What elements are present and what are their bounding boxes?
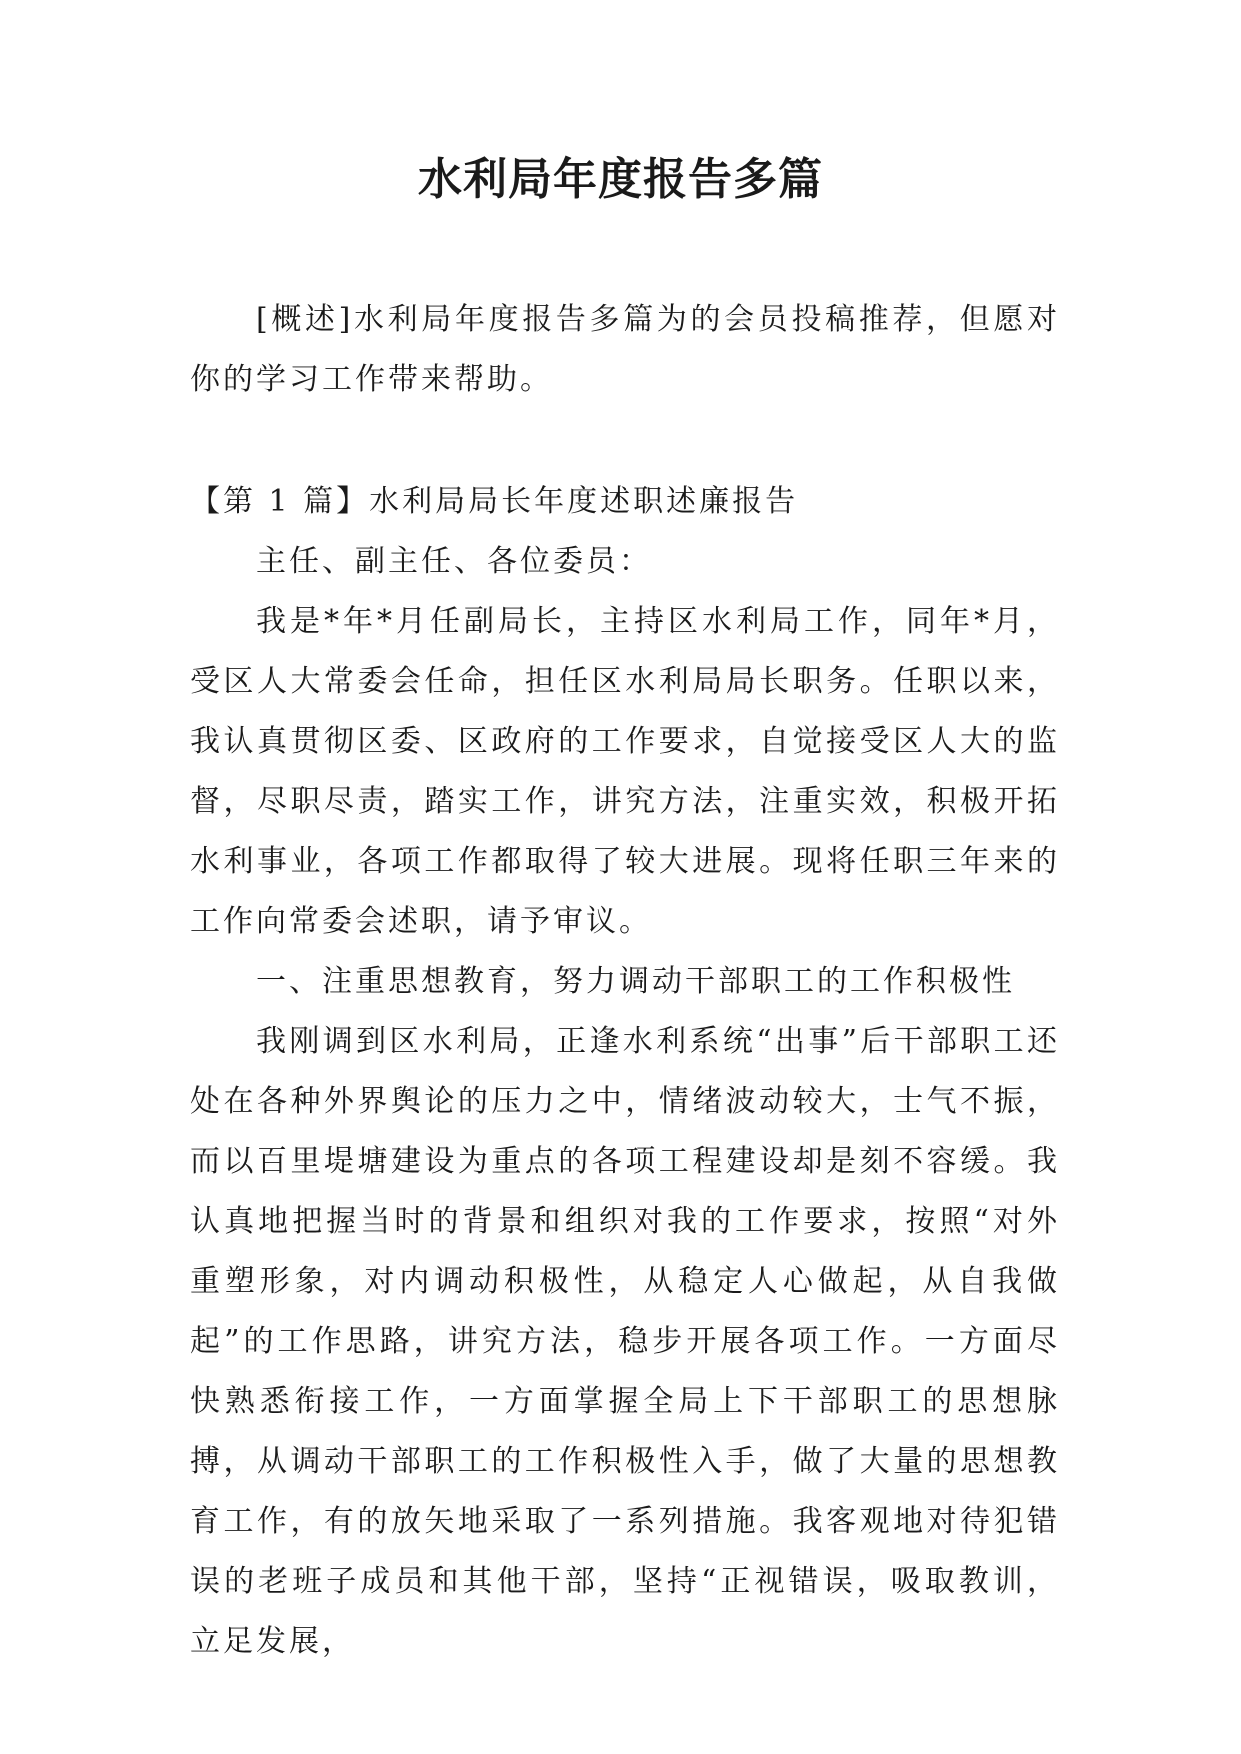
section-heading: 【第 1 篇】水利局局长年度述职述廉报告 — [190, 484, 799, 519]
subheading-paragraph: 一、注重思想教育，努力调动干部职工的工作积极性 — [256, 964, 1015, 999]
body-paragraph: 我刚调到区水利局，正逢水利系统“出事”后干部职工还处在各种外界舆论的压力之中，情绪波动较大，士气不振，而以百里堤塘建设为重点的各项工程建设却是刻不容缓。我认真地把握当时的背景和组织对我的工作要求，按照“对外重塑形象，对内调动积极性，从稳定人心做起，从自我做起”的工作思路，讲究方法，稳步开展各项工作。一方面尽快熟悉衔接工作，一方面掌握全局上下干部职工的思想脉搏，从调动干部职工的工作积极性入手，做了大量的思想教育工作，有的放矢地采取了一系列措施。我客观地对待犯错误的老班子成员和其他干部，坚持“正视错误，吸取教训，立足发展， — [190, 1024, 1060, 1659]
document-body — [190, 290, 1060, 1672]
body-paragraph: 我是*年*月任副局长，主持区水利局工作，同年*月，受区人大常委会任命，担任区水利局局长职务。任职以来，我认真贯彻区委、区政府的工作要求，自觉接受区人大的监督，尽职尽责，踏实工作，讲究方法，注重实效，积极开拓水利事业，各项工作都取得了较大进展。现将任职三年来的工作向常委会述职，请予审议。 — [190, 604, 1060, 939]
summary-paragraph: [概述]水利局年度报告多篇为的会员投稿推荐，但愿对你的学习工作带来帮助。 — [190, 302, 1060, 397]
salutation-paragraph: 主任、副主任、各位委员： — [256, 544, 652, 579]
document-title: 水利局年度报告多篇 — [418, 154, 823, 205]
